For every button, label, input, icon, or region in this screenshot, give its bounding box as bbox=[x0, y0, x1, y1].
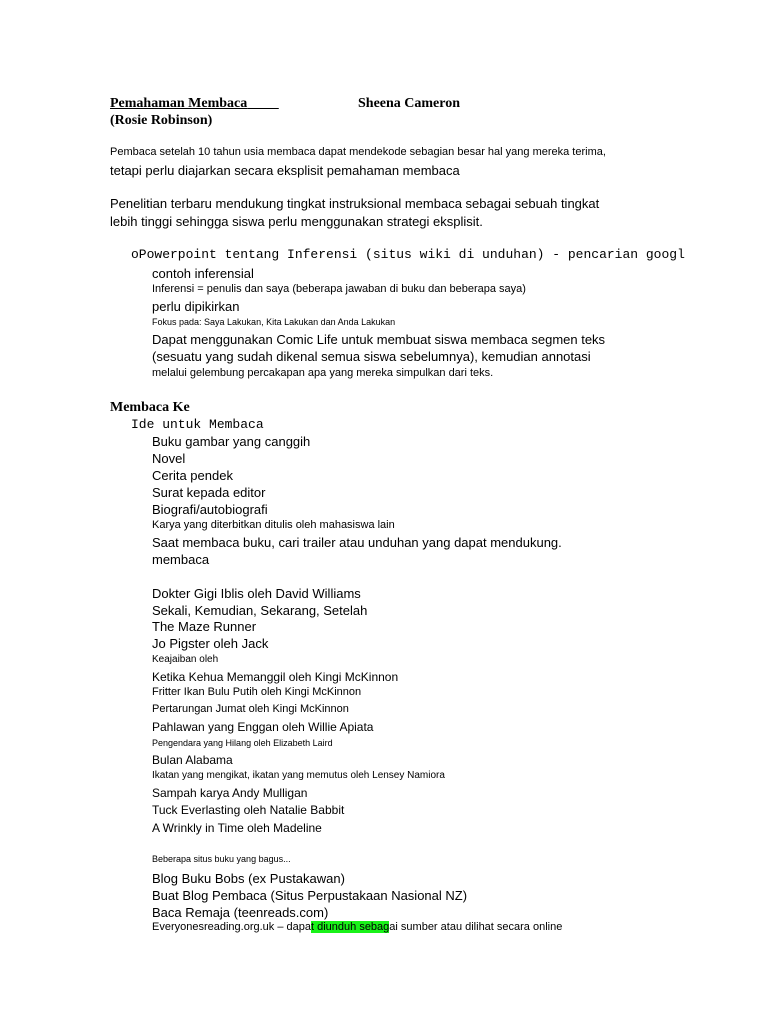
list-item: Inferensi = penulis dan saya (beberapa jawaban di buku dan beberapa saya) bbox=[152, 283, 526, 295]
list-item: Novel bbox=[152, 451, 186, 466]
book-item: Tuck Everlasting oleh Natalie Babbit bbox=[152, 803, 345, 817]
site-item: Blog Buku Bobs (ex Pustakawan) bbox=[152, 871, 345, 886]
book-item: Dokter Gigi Iblis oleh David Williams bbox=[152, 586, 361, 601]
list-item: perlu dipikirkan bbox=[152, 299, 240, 314]
book-item: Sampah karya Andy Mulligan bbox=[152, 786, 308, 800]
highlighted-text: t diunduh sebag bbox=[311, 921, 390, 933]
list-item: Dapat menggunakan Comic Life untuk membuat siswa membaca segmen teks bbox=[152, 332, 606, 347]
book-item: Fritter Ikan Bulu Putih oleh Kingi McKinnon bbox=[152, 686, 362, 698]
list-item: Biografi/autobiografi bbox=[152, 502, 268, 517]
list-item: membaca bbox=[152, 552, 210, 567]
section-heading: Membaca Ke bbox=[110, 400, 190, 415]
list-item: Surat kepada editor bbox=[152, 485, 266, 500]
list-item: contoh inferensial bbox=[152, 266, 254, 281]
site-text-pre: Everyonesreading.org.uk – dapa bbox=[152, 921, 311, 933]
book-item: Sekali, Kemudian, Sekarang, Setelah bbox=[152, 603, 368, 618]
list-item: Saat membaca buku, cari trailer atau unduhan yang dapat mendukung. bbox=[152, 535, 562, 550]
author-name: Sheena Cameron bbox=[358, 96, 461, 111]
list-item: Karya yang diterbitkan ditulis oleh mahasiswa lain bbox=[152, 519, 395, 531]
list-item: melalui gelembung percakapan apa yang mereka simpulkan dari teks. bbox=[152, 367, 494, 379]
book-item: Pahlawan yang Enggan oleh Willie Apiata bbox=[152, 720, 374, 734]
book-item: Pengendara yang Hilang oleh Elizabeth Laird bbox=[152, 738, 333, 748]
site-item: Baca Remaja (teenreads.com) bbox=[152, 905, 329, 920]
intro-line-1: Pembaca setelah 10 tahun usia membaca dapat mendekode sebagian besar hal yang mereka terima, bbox=[110, 146, 606, 158]
list-item: Buku gambar yang canggih bbox=[152, 434, 311, 449]
ide-line: Ide untuk Membaca bbox=[131, 417, 264, 432]
book-item: Ikatan yang mengikat, ikatan yang memutus oleh Lensey Namiora bbox=[152, 770, 445, 781]
doc-subtitle: (Rosie Robinson) bbox=[110, 113, 213, 128]
intro-line-2: tetapi perlu diajarkan secara eksplisit pemahaman membaca bbox=[110, 163, 460, 178]
powerpoint-bullet: oPowerpoint tentang Inferensi (situs wiki di unduhan) - pencarian googl bbox=[131, 247, 685, 262]
list-item: (sesuatu yang sudah dikenal semua siswa sebelumnya), kemudian annotasi bbox=[152, 349, 591, 364]
research-line-1: Penelitian terbaru mendukung tingkat instruksional membaca sebagai sebuah tingkat bbox=[110, 196, 600, 211]
site-text-post: ai sumber atau dilihat secara online bbox=[389, 921, 563, 933]
book-item: Ketika Kehua Memanggil oleh Kingi McKinnon bbox=[152, 670, 399, 684]
book-item: Jo Pigster oleh Jack bbox=[152, 636, 269, 651]
sites-intro: Beberapa situs buku yang bagus... bbox=[152, 854, 291, 864]
site-item: Buat Blog Pembaca (Situs Perpustakaan Nasional NZ) bbox=[152, 888, 468, 903]
research-line-2: lebih tinggi sehingga siswa perlu menggunakan strategi eksplisit. bbox=[110, 214, 483, 229]
book-item: Pertarungan Jumat oleh Kingi McKinnon bbox=[152, 703, 349, 715]
book-item: The Maze Runner bbox=[152, 619, 257, 634]
doc-title: Pemahaman Membaca bbox=[110, 96, 248, 111]
list-item: Fokus pada: Saya Lakukan, Kita Lakukan dan Anda Lakukan bbox=[152, 317, 396, 327]
book-item: A Wrinkly in Time oleh Madeline bbox=[152, 821, 322, 835]
list-item: Cerita pendek bbox=[152, 468, 233, 483]
book-item: Keajaiban oleh bbox=[152, 654, 219, 665]
site-item-last bbox=[152, 921, 562, 933]
book-item: Bulan Alabama bbox=[152, 753, 233, 767]
